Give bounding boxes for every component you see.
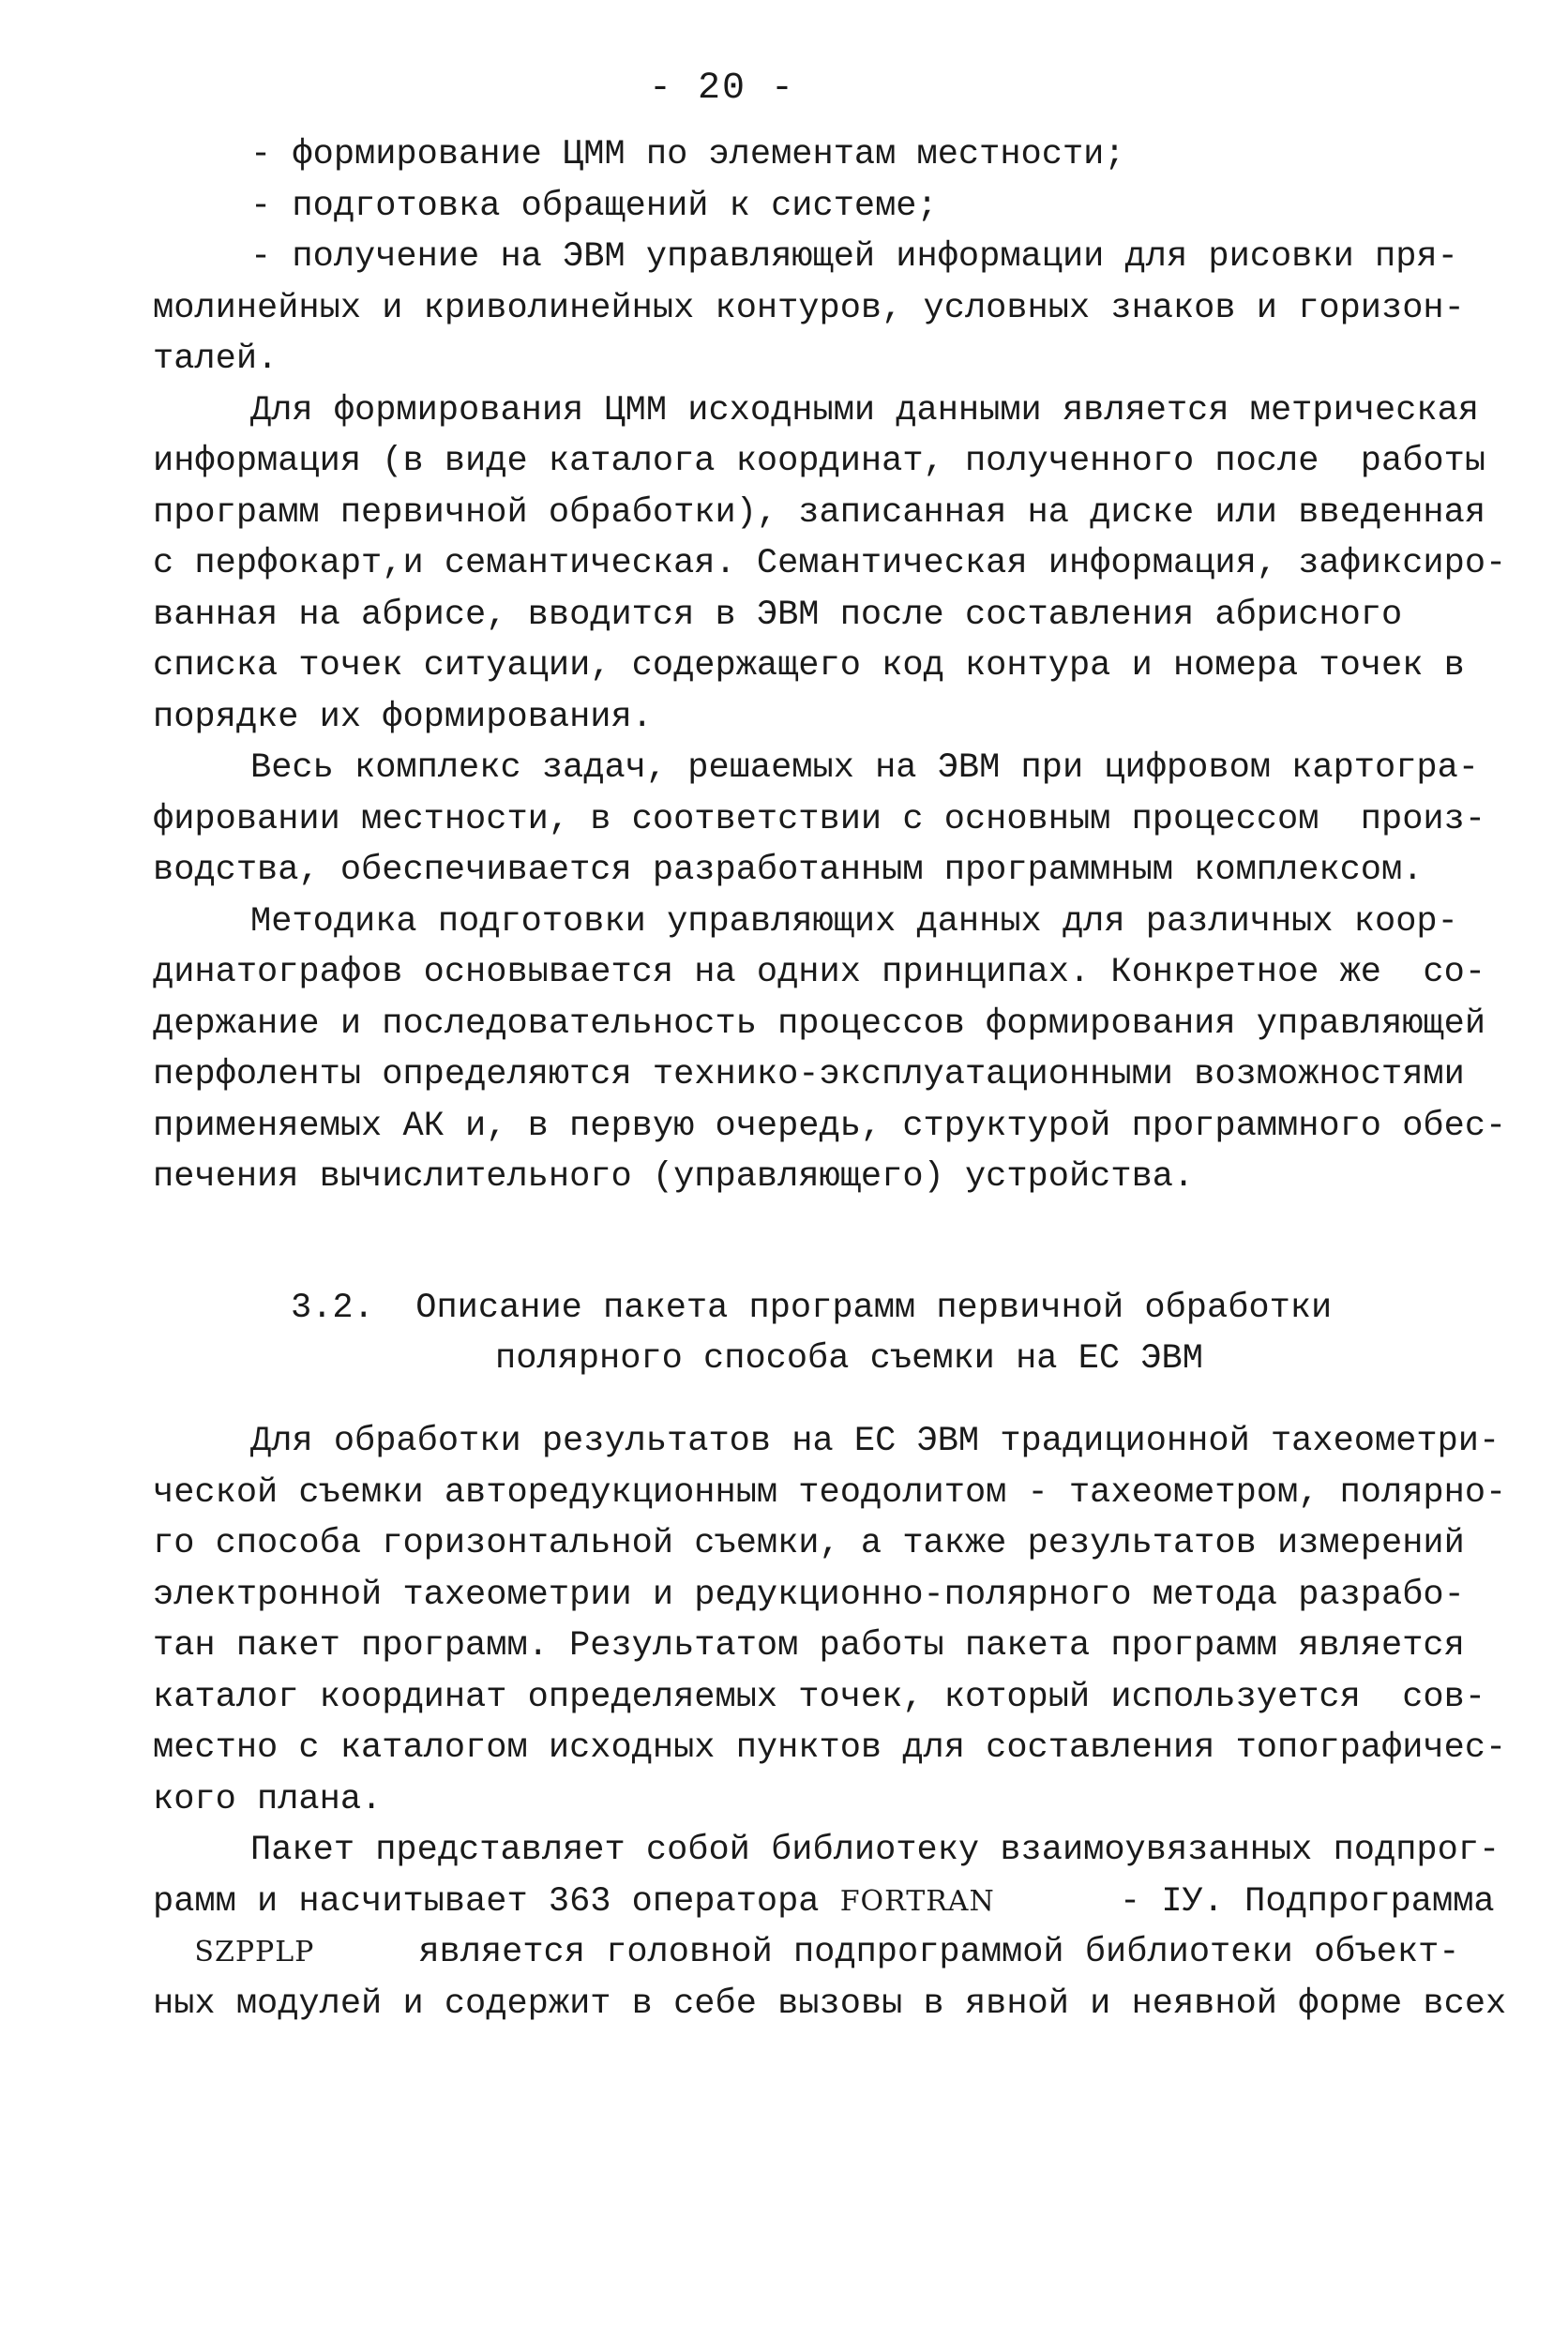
text-line: тан пакет программ. Результатом работы пакета программ является: [153, 1626, 1465, 1666]
text-line: местно с каталогом исходных пунктов для составления топографичес-: [153, 1728, 1507, 1768]
text-fragment: рамм и насчитывает 363 оператора: [153, 1881, 840, 1922]
text-line: ванная на абрисе, вводится в ЭВМ после составления абрисного: [153, 595, 1403, 635]
text-line: порядке их формирования.: [153, 697, 653, 737]
text-line: программ первичной обработки), записанная на диске или введенная: [153, 492, 1486, 533]
szpplp-label: SZPPLP: [194, 1936, 315, 1968]
text-line: талей.: [153, 339, 279, 379]
list-item: - получение на ЭВМ управляющей информации для рисовки пря-: [250, 237, 1458, 277]
list-item: - формирование ЦММ по элементам местности;: [250, 135, 1125, 174]
section-title-line-2: полярного способа съемки на ЕС ЭВМ: [495, 1339, 1203, 1379]
text-line: печения вычислительного (управляющего) устройства.: [153, 1157, 1195, 1197]
section-heading-line-1: [291, 1283, 1332, 1335]
list-item: - подготовка обращений к системе;: [250, 186, 938, 226]
text-line: кого плана.: [153, 1779, 383, 1819]
text-line: списка точек ситуации, содержащего код контура и номера точек в: [153, 646, 1465, 686]
paragraph-start: Весь комплекс задач, решаемых на ЭВМ при цифровом картогра-: [250, 748, 1480, 788]
text-line: ных модулей и содержит в себе вызовы в явной и неявной форме всех: [153, 1984, 1507, 2024]
paragraph-start: Для формирования ЦММ исходными данными является метрическая: [250, 390, 1480, 430]
text-fragment: - IУ. Подпрограмма: [994, 1881, 1495, 1922]
text-line: [153, 1877, 1495, 1928]
text-fragment: является головной подпрограммой библиотеки объект-: [314, 1933, 1460, 1972]
top-section: [153, 129, 1507, 1203]
paragraph-start: Для обработки результатов на ЕС ЭВМ традиционной тахеометри-: [250, 1422, 1500, 1461]
section-number: 3.2.: [291, 1289, 374, 1328]
text-line: молинейных и криволинейных контуров, условных знаков и горизон-: [153, 288, 1465, 328]
text-line: фировании местности, в соответствии с основным процессом произ-: [153, 799, 1486, 839]
page-number: - 20 -: [648, 68, 796, 110]
bottom-section: [153, 1416, 1507, 2029]
text-line: водства, обеспечивается разработанным программным комплексом.: [153, 851, 1424, 890]
text-line: го способа горизонтальной съемки, а также результатов измерений: [153, 1524, 1465, 1563]
text-line: держание и последовательность процессов формирования управляющей: [153, 1003, 1486, 1044]
section-title: Описание пакета программ первичной обработки: [415, 1289, 1333, 1328]
text-line: ческой съемки авторедукционным теодолитом - тахеометром, полярно-: [153, 1472, 1507, 1513]
text-line: применяемых АК и, в первую очередь, структурой программного обес-: [153, 1106, 1507, 1146]
fortran-label: FORTRAN: [839, 1884, 995, 1918]
paragraph-start: Пакет представляет собой библиотеку взаимоувязанных подпрог-: [250, 1831, 1500, 1870]
text-line: динатографов основывается на одних принципах. Конкретное же со-: [153, 953, 1486, 992]
text-line: перфоленты определяются технико-эксплуатационными возможностями: [153, 1055, 1465, 1094]
text-line: информация (в виде каталога координат, полученного после работы: [153, 442, 1486, 481]
text-line: с перфокарт,и семантическая. Семантическая информация, зафиксиро-: [153, 544, 1507, 583]
paragraph-start: Методика подготовки управляющих данных для различных коор-: [250, 901, 1458, 942]
text-line: каталог координат определяемых точек, который используется сов-: [153, 1677, 1486, 1717]
text-line: электронной тахеометрии и редукционно-полярного метода разрабо-: [153, 1575, 1465, 1615]
text-line: [153, 1927, 1460, 1979]
